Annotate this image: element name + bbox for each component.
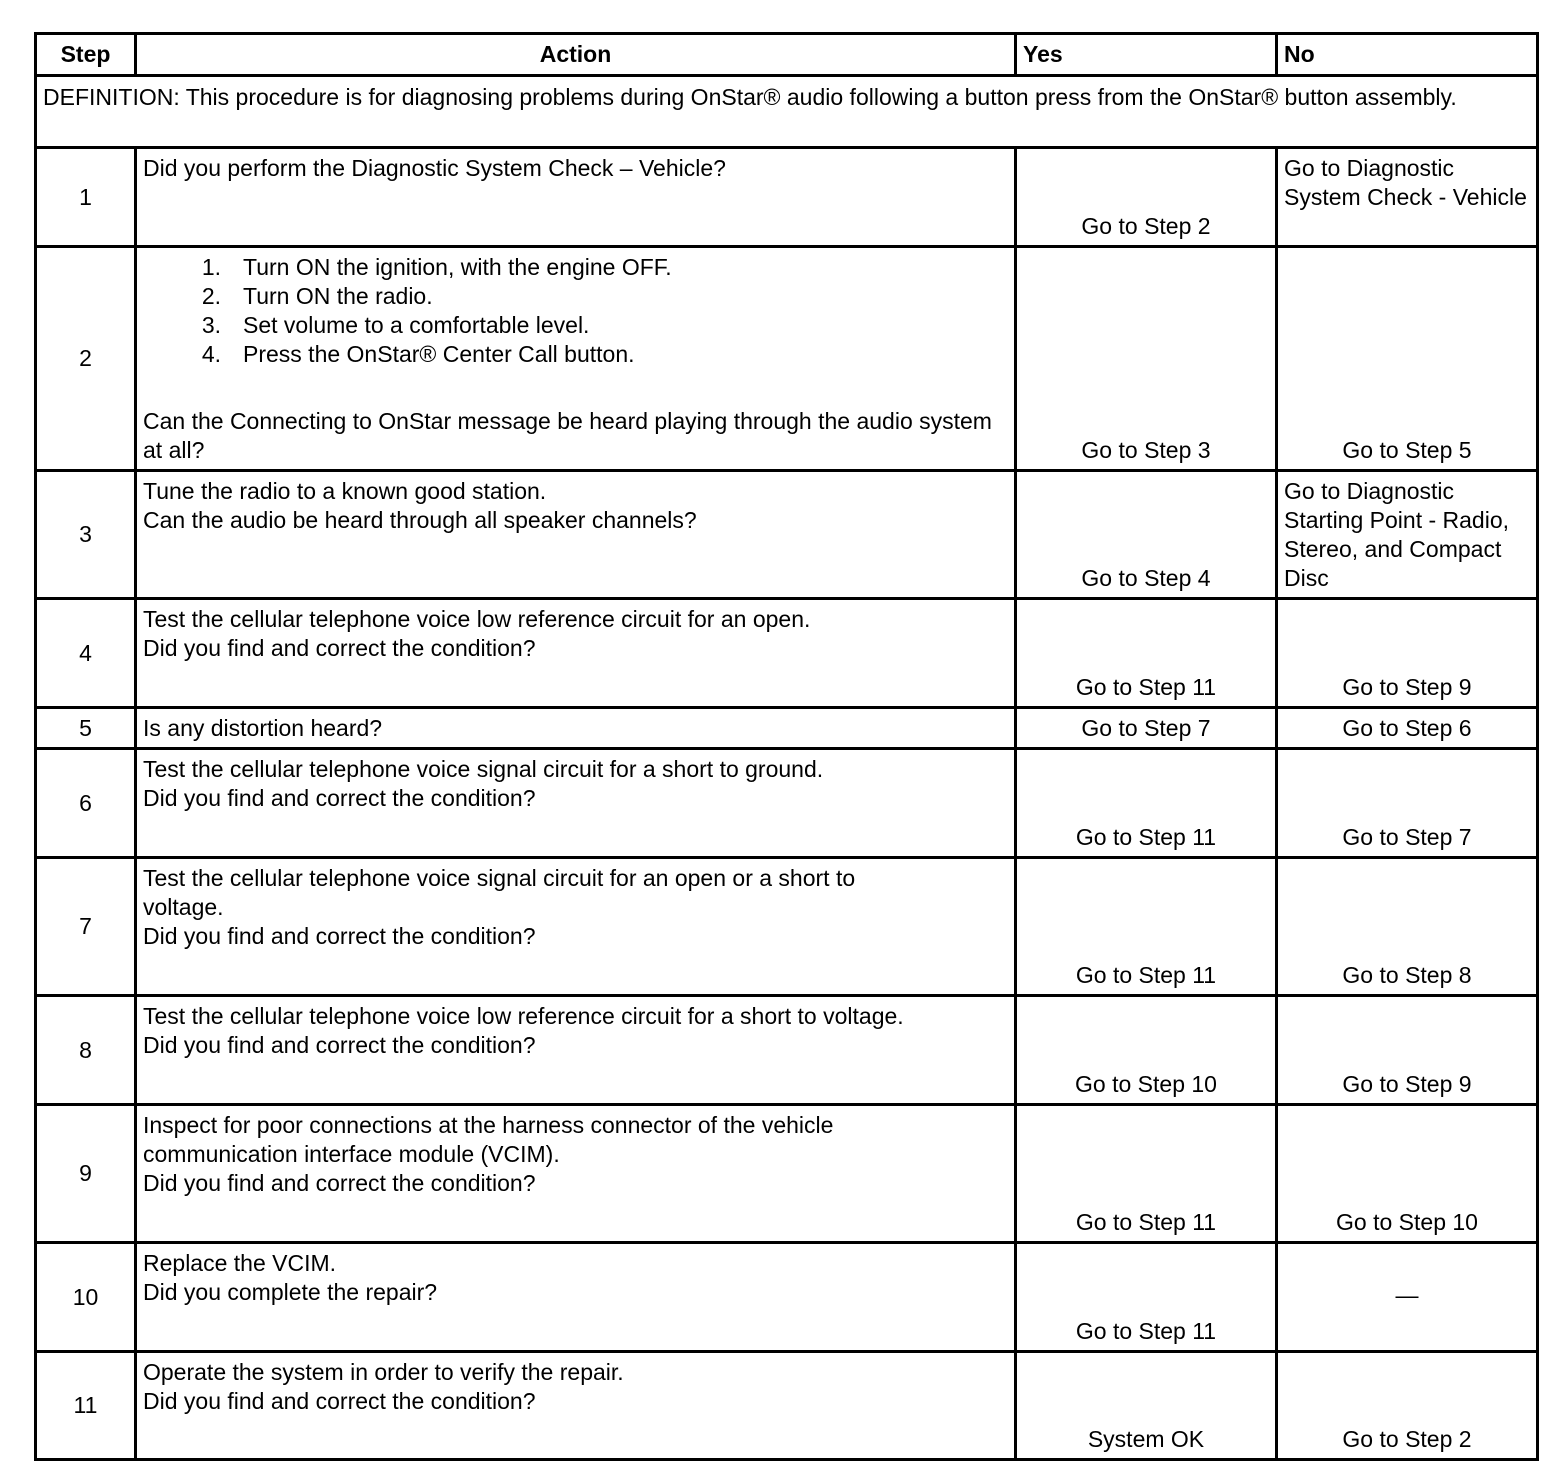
action-text: Replace the VCIM. — [143, 1250, 337, 1276]
table-row — [36, 1352, 1538, 1460]
table-row — [36, 708, 1538, 749]
action-text: Test the cellular telephone voice signal circuit for an open or a short to voltage. — [143, 865, 856, 920]
substep-text: Set volume to a comfortable level. — [243, 312, 590, 338]
table-row — [36, 471, 1538, 599]
action-cell — [136, 858, 1016, 996]
action-question: Can the audio be heard through all speaker channels? — [143, 507, 697, 533]
table-row — [36, 996, 1538, 1105]
substep-item — [143, 311, 1008, 340]
yes-link[interactable]: Go to Step 11 — [1016, 749, 1277, 858]
action-cell — [136, 471, 1016, 599]
header-action: Action — [136, 34, 1016, 76]
action-cell — [136, 996, 1016, 1105]
no-link[interactable]: Go to Step 10 — [1277, 1105, 1538, 1243]
table-row — [36, 858, 1538, 996]
no-link[interactable]: Go to Step 7 — [1277, 749, 1538, 858]
yes-link[interactable]: Go to Step 11 — [1016, 858, 1277, 996]
action-cell — [136, 1243, 1016, 1352]
substep-number: 4. — [201, 341, 221, 367]
no-link[interactable]: Go to Diagnostic System Check - Vehicle — [1277, 148, 1538, 247]
action-cell — [136, 749, 1016, 858]
no-link[interactable]: Go to Step 8 — [1277, 858, 1538, 996]
definition-row — [36, 76, 1538, 148]
table-row — [36, 749, 1538, 858]
step-number: 5 — [36, 708, 136, 749]
step-number: 1 — [36, 148, 136, 247]
action-substeps — [143, 253, 1008, 369]
yes-link[interactable]: Go to Step 7 — [1016, 708, 1277, 749]
step-number: 8 — [36, 996, 136, 1105]
action-text: Test the cellular telephone voice signal circuit for a short to ground. — [143, 756, 824, 782]
no-link[interactable]: Go to Step 2 — [1277, 1352, 1538, 1460]
step-number: 3 — [36, 471, 136, 599]
yes-result: System OK — [1016, 1352, 1277, 1460]
substep-number: 3. — [201, 312, 221, 338]
substep-text: Turn ON the radio. — [243, 283, 433, 309]
action-text: Tune the radio to a known good station. — [143, 478, 547, 504]
step-number: 2 — [36, 247, 136, 471]
yes-link[interactable]: Go to Step 11 — [1016, 1105, 1277, 1243]
action-text: Is any distortion heard? — [143, 714, 383, 741]
substep-item — [143, 253, 1008, 282]
no-link[interactable]: Go to Diagnostic Starting Point - Radio, Stereo, and Compact Disc — [1277, 471, 1538, 599]
step-number: 9 — [36, 1105, 136, 1243]
table-row — [36, 1105, 1538, 1243]
step-number: 4 — [36, 599, 136, 708]
table-row — [36, 1243, 1538, 1352]
action-question: Did you find and correct the condition? — [143, 1032, 536, 1058]
yes-link[interactable]: Go to Step 3 — [1016, 247, 1277, 471]
no-link[interactable]: Go to Step 9 — [1277, 599, 1538, 708]
action-question: Did you complete the repair? — [143, 1279, 438, 1305]
action-cell — [136, 1352, 1016, 1460]
substep-number: 2. — [201, 283, 221, 309]
action-cell — [136, 708, 1016, 749]
step-number: 7 — [36, 858, 136, 996]
yes-link[interactable]: Go to Step 11 — [1016, 599, 1277, 708]
yes-link[interactable]: Go to Step 10 — [1016, 996, 1277, 1105]
header-step: Step — [36, 34, 136, 76]
step-number: 11 — [36, 1352, 136, 1460]
substep-item — [143, 340, 1008, 369]
action-question: Did you find and correct the condition? — [143, 785, 536, 811]
action-question: Did you find and correct the condition? — [143, 635, 536, 661]
yes-link[interactable]: Go to Step 11 — [1016, 1243, 1277, 1352]
substep-text: Turn ON the ignition, with the engine OFF. — [243, 254, 672, 280]
header-row — [36, 34, 1538, 76]
no-link[interactable]: Go to Step 6 — [1277, 708, 1538, 749]
action-text: Test the cellular telephone voice low reference circuit for a short to voltage. — [143, 1003, 904, 1029]
action-question: Did you find and correct the condition? — [143, 1388, 536, 1414]
substep-number: 1. — [201, 254, 221, 280]
action-text: Test the cellular telephone voice low reference circuit for an open. — [143, 606, 811, 632]
header-yes: Yes — [1016, 34, 1277, 76]
definition-text: DEFINITION: This procedure is for diagnosing problems during OnStar® audio following a button press from the OnStar® button assembly. — [36, 76, 1538, 148]
header-no: No — [1277, 34, 1538, 76]
table-row — [36, 599, 1538, 708]
action-cell — [136, 1105, 1016, 1243]
substep-item — [143, 282, 1008, 311]
table-row — [36, 148, 1538, 247]
action-text: Operate the system in order to verify the repair. — [143, 1359, 624, 1385]
yes-link[interactable]: Go to Step 4 — [1016, 471, 1277, 599]
step-number: 10 — [36, 1243, 136, 1352]
action-cell — [136, 148, 1016, 247]
action-question: Did you find and correct the condition? — [143, 923, 536, 949]
yes-link[interactable]: Go to Step 2 — [1016, 148, 1277, 247]
table-row — [36, 247, 1538, 471]
no-link[interactable]: Go to Step 9 — [1277, 996, 1538, 1105]
action-cell — [136, 247, 1016, 471]
step-number: 6 — [36, 749, 136, 858]
action-question: Can the Connecting to OnStar message be heard playing through the audio system at all? — [143, 408, 992, 463]
action-cell — [136, 599, 1016, 708]
no-link[interactable]: Go to Step 5 — [1277, 247, 1538, 471]
diagnostic-table — [34, 32, 1539, 1461]
substep-text: Press the OnStar® Center Call button. — [243, 341, 635, 367]
action-question: Did you find and correct the condition? — [143, 1170, 536, 1196]
action-text: Inspect for poor connections at the harness connector of the vehicle communication interface module (VCIM). — [143, 1112, 834, 1167]
no-dash: — — [1277, 1243, 1538, 1352]
action-text: Did you perform the Diagnostic System Check – Vehicle? — [143, 155, 726, 181]
